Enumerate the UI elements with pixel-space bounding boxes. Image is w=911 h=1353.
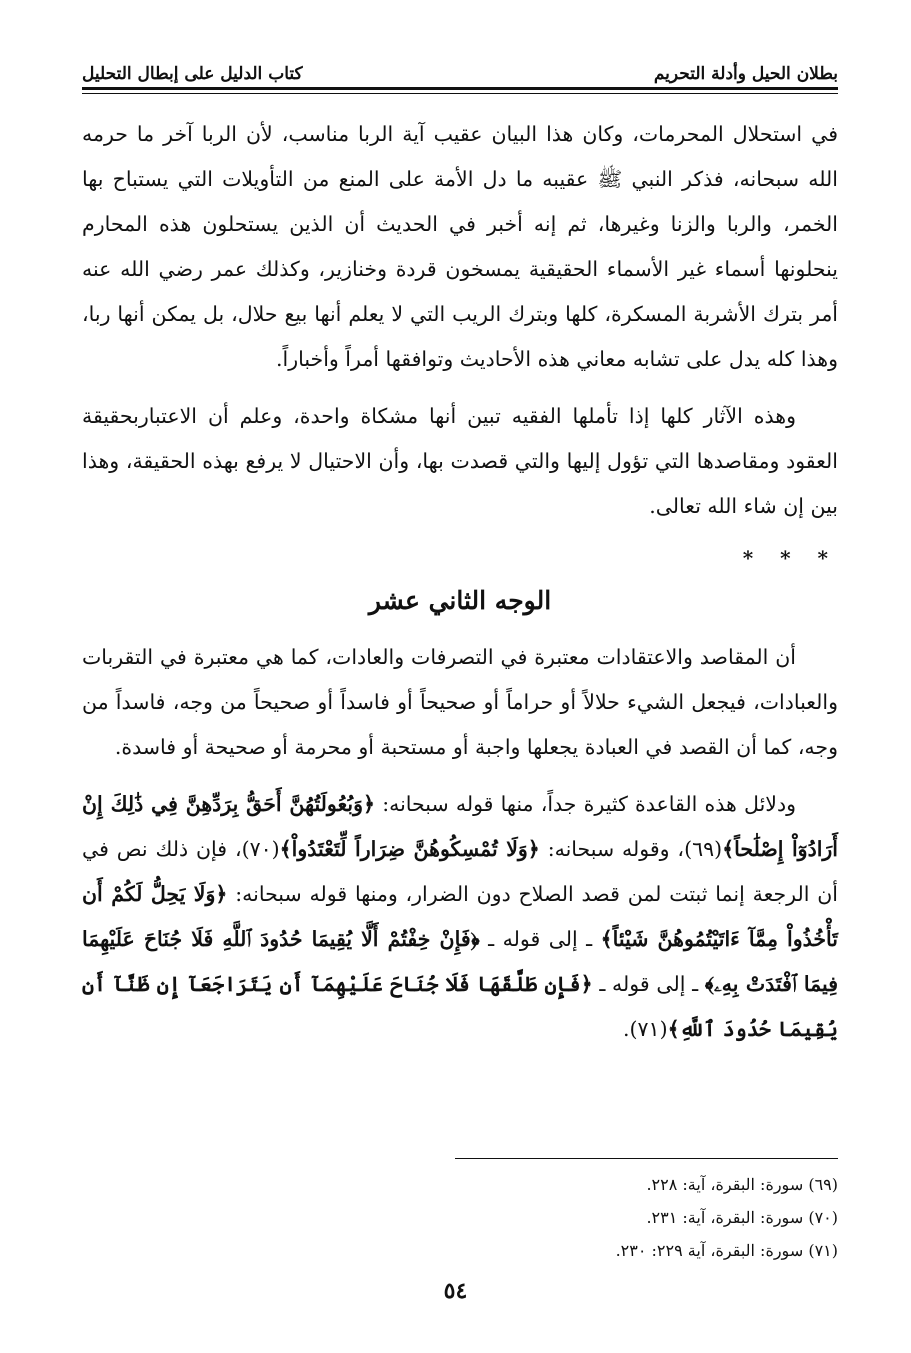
paragraph-3: أن المقاصد والاعتقادات معتبرة في التصرفات والعادات، كما هي معتبرة في التقربات والعبادات، فيجعل الشيء حلالاً أو حراماً أو صحيحاً أو فاسداً أو صحيحاً من وجه، فاسداً من وجه، كما أن القصد في العبادة يجعلها واجبة أو مستحبة أو محرمة أو صحيحة أو فاسدة. [82, 645, 838, 759]
paragraph-gap [82, 770, 838, 782]
header-rule-thick [82, 87, 838, 90]
section-separator-stars: * * * [742, 546, 838, 570]
paragraph-4-text-b: ، وقوله سبحانه: [539, 837, 685, 861]
footnote-ref-70: (٧٠) [241, 837, 280, 861]
footnote-69: (٦٩) سورة: البقرة، آية: ٢٢٨. [646, 1175, 838, 1194]
paragraph-4-end: . [623, 1017, 630, 1041]
section-title: الوجه الثاني عشر [368, 586, 552, 615]
quran-quote-4: ﴿فَإِنْ خِفْتُمْ أَلَّا يُقِيمَا حُدُودَ ٱللَّهِ فَلَا جُنَاحَ عَلَيْهِمَا فِيمَا ٱفْتَدَتْ بِهِۦ﴾ [82, 927, 839, 996]
paragraph-4-text-e: ـ إلى قوله ـ [592, 972, 705, 996]
page-number: ٥٤ [443, 1278, 468, 1304]
paragraph-4-text-a: ودلائل هذه القاعدة كثيرة جداً، منها قوله سبحانه: [375, 792, 796, 816]
footnote-ref-69: (٦٩) [684, 837, 723, 861]
header-left-title: كتاب الدليل على إبطال التحليل [82, 64, 303, 84]
main-text [82, 112, 838, 1052]
quran-quote-2: ﴿وَلَا تُمْسِكُوهُنَّ ضِرَاراً لِّتَعْتَدُواْ﴾ [279, 837, 540, 861]
footnotes [82, 1168, 838, 1267]
paragraph-2: وهذه الآثار كلها إذا تأملها الفقيه تبين أنها مشكاة واحدة، وعلم أن الاعتباربحقيقة العقود ومقاصدها التي تؤول إليها والتي قصدت بها، وأن الاحتيال لا يرفع بهذه الحقيقة، وهذا بين إن شاء الله تعالى. [82, 404, 838, 518]
paragraph-4-text-d: ـ إلى قوله ـ [479, 927, 601, 951]
paragraph-4-text-c: ، فإن ذلك نص في أن الرجعة إنما ثبتت لمن قصد الصلاح دون الضرار، ومنها قوله سبحانه: [82, 837, 838, 906]
paragraph-gap [82, 382, 838, 394]
quran-quote-5: ﴿فَإِن طَلَّقَهَا فَلَا جُنَاحَ عَلَيْهِمَآ أَن يَتَرَاجَعَآ إِن ظَنَّآ أَن يُقِيمَا حُدُودَ ٱللَّهِ﴾ [82, 972, 838, 1041]
paragraph-4 [82, 782, 838, 1052]
footnote-70: (٧٠) سورة: البقرة، آية: ٢٣١. [646, 1208, 838, 1227]
footnote-ref-71: (٧١) [629, 1017, 668, 1041]
running-header [82, 50, 838, 84]
footnote-71: (٧١) سورة: البقرة، آية ٢٢٩: ٢٣٠. [615, 1241, 838, 1260]
paragraph-1: في استحلال المحرمات، وكان هذا البيان عقيب آية الربا مناسب، لأن الربا آخر ما حرمه الله سبحانه، فذكر النبي ﷺ عقيبه ما دل الأمة على المنع من التأويلات التي يستباح بها الخمر، والربا والزنا وغيرها، ثم إنه أخبر في الحديث أن الذين يستحلون هذه المحارم ينحلونها أسماء غير الأسماء الحقيقية يمسخون قردة وخنازير، وكذلك عمر رضي الله عنه أمر بترك الأشربة المسكرة، كلها وبترك الريب التي لا يعلم أنها بيع حلال، بل يمكن أنها ربا، وهذا كله يدل على تشابه معاني هذه الأحاديث وتوافقها أمراً وأخباراً. [82, 122, 838, 371]
quran-quote-3: ﴿وَلَا يَحِلُّ لَكُمْ أَن تَأْخُذُواْ مِمَّآ ءَاتَيْتُمُوهُنَّ شَيْئاً﴾ [82, 882, 838, 951]
header-right-title: بطلان الحيل وأدلة التحريم [653, 64, 838, 84]
footnote-separator [455, 1158, 838, 1159]
quran-quote-1: ﴿وَبُعُولَتُهُنَّ أَحَقُّ بِرَدِّهِنَّ فِي ذَٰلِكَ إِنْ أَرَادُوٓاْ إِصْلَٰحاً﴾ [82, 792, 838, 861]
header-rule-thin [82, 93, 838, 94]
